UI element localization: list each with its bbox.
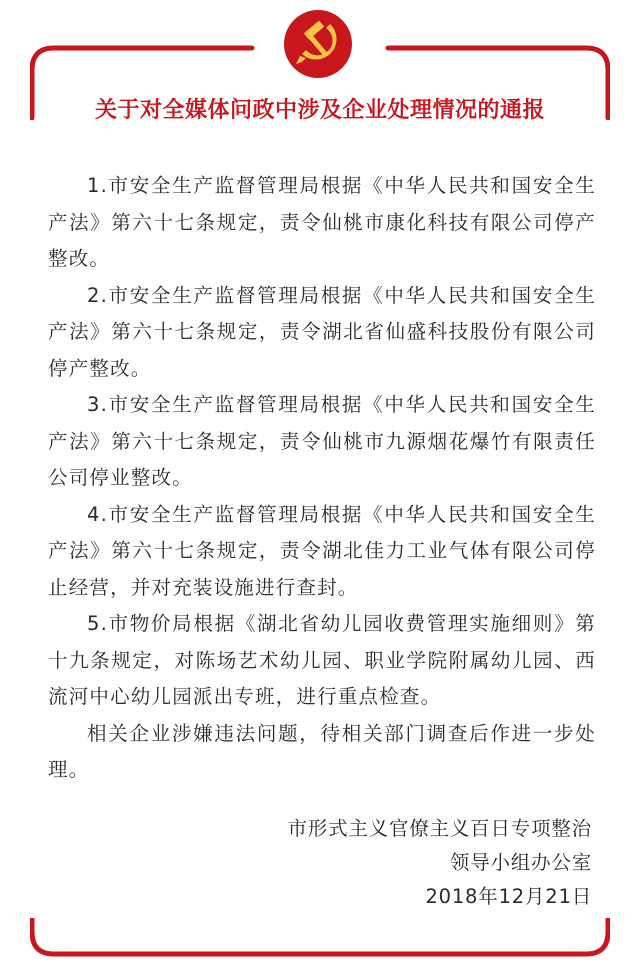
paragraph-item-1: 1.市安全生产监督管理局根据《中华人民共和国安全生产法》第六十七条规定，责令仙桃市康化科技有限公司停产整改。: [48, 174, 596, 270]
signature-org-line1: 市形式主义官僚主义百日专项整治: [287, 817, 592, 840]
bottom-border-decoration: [30, 918, 610, 958]
signature-block: [192, 812, 592, 914]
document-body: [48, 168, 596, 789]
party-emblem-icon: [282, 8, 354, 80]
signature-org-line2: 领导小组办公室: [449, 851, 592, 874]
document-title: 关于对全媒体问政中涉及企业处理情况的通报: [94, 98, 545, 123]
paragraph-item-5: 5.市物价局根据《湖北省幼儿园收费管理实施细则》第十九条规定，对陈场艺术幼儿园、职业学院附属幼儿园、西流河中心幼儿园派出专班，进行重点检查。: [48, 612, 596, 708]
signature-date: 2018年12月21日: [425, 885, 592, 908]
paragraph-closing: 相关企业涉嫌违法问题，待相关部门调查后作进一步处理。: [48, 721, 596, 781]
paragraph-item-3: 3.市安全生产监督管理局根据《中华人民共和国安全生产法》第六十七条规定，责令仙桃市九源烟花爆竹有限责任公司停业整改。: [48, 393, 596, 489]
paragraph-item-4: 4.市安全生产监督管理局根据《中华人民共和国安全生产法》第六十七条规定，责令湖北佳力工业气体有限公司停止经营，并对充装设施进行查封。: [48, 502, 596, 599]
paragraph-item-2: 2.市安全生产监督管理局根据《中华人民共和国安全生产法》第六十七条规定，责令湖北省仙盛科技股份有限公司停产整改。: [48, 283, 596, 380]
